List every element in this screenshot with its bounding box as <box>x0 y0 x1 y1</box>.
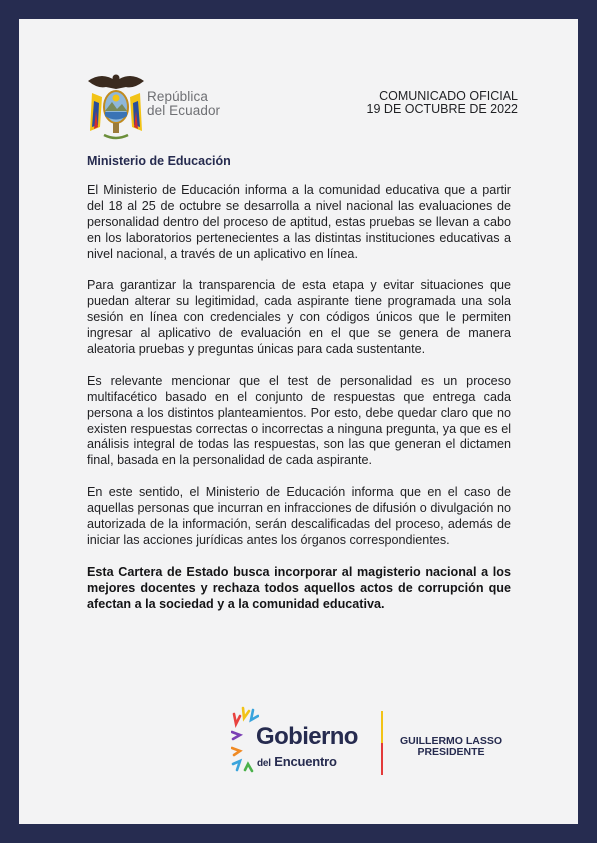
logo-divider <box>381 711 383 775</box>
comunicado-header <box>367 90 518 116</box>
body-text <box>87 183 511 628</box>
closing-statement: Esta Cartera de Estado busca incorporar al magisterio nacional a los mejores docentes y rechaza todos aquellos actos de corrupción que afectan a la sociedad y a la comunidad educativa. <box>87 564 511 611</box>
del-word: del <box>257 758 271 769</box>
footer-logos <box>231 704 531 784</box>
president-title: PRESIDENTE <box>417 746 485 758</box>
paragraph-1: El Ministerio de Educación informa a la comunidad educativa que a partir del 18 al 25 de octubre se desarrolla a nivel nacional las evaluaciones de personalidad dentro del proceso de aptitud, estas pruebas se llevan a cabo en los laboratorios pertenecientes a las distintas instituciones educativas a nivel nacional, a través de un aplicativo en línea. <box>87 183 511 261</box>
president-block <box>391 736 511 758</box>
republic-line-1: República <box>147 89 208 104</box>
comunicado-date: 19 DE OCTUBRE DE 2022 <box>366 102 518 116</box>
gobierno-word: Gobierno <box>256 723 358 750</box>
president-name: GUILLERMO LASSO <box>399 735 503 747</box>
ministry-heading: Ministerio de Educación <box>87 154 231 168</box>
ecuador-coat-of-arms-icon <box>86 67 146 145</box>
republic-line-2: del Ecuador <box>147 103 221 118</box>
gobierno-del-encuentro-burst-icon <box>231 706 259 776</box>
del-encuentro-word <box>257 754 337 769</box>
paragraph-4: En este sentido, el Ministerio de Educación informa que en el caso de aquellas personas que incurran en infracciones de difusión o divulgación no autorizada de la información, serán descalificadas del proceso, además de iniciar las acciones jurídicas antes los órganos correspondientes. <box>87 485 511 547</box>
encuentro-word: Encuentro <box>274 754 337 769</box>
document-page <box>19 19 578 824</box>
paragraph-3: Es relevante mencionar que el test de personalidad es un proceso multifacético basado en el conjunto de respuestas que entrega cada persona a los distintos planteamientos. Por esto, debe quedar claro que no existen respuestas correctas o incorrectas a ninguna pregunta, ya que es el análisis integral de todas las respuestas, son las que generan el dictamen final, basada en la personalidad de cada aspirante. <box>87 373 511 468</box>
paragraph-2: Para garantizar la transparencia de esta etapa y evitar situaciones que puedan alterar su legitimidad, cada aspirante tiene programada una sola sesión en línea con credenciales y con códigos únicos que le permiten ingresar al aplicativo de evaluación en el que se genera de manera aleatoria pruebas y preguntas únicas para cada sustentante. <box>87 278 511 357</box>
republic-name <box>147 90 220 118</box>
comunicado-title: COMUNICADO OFICIAL <box>379 89 518 103</box>
